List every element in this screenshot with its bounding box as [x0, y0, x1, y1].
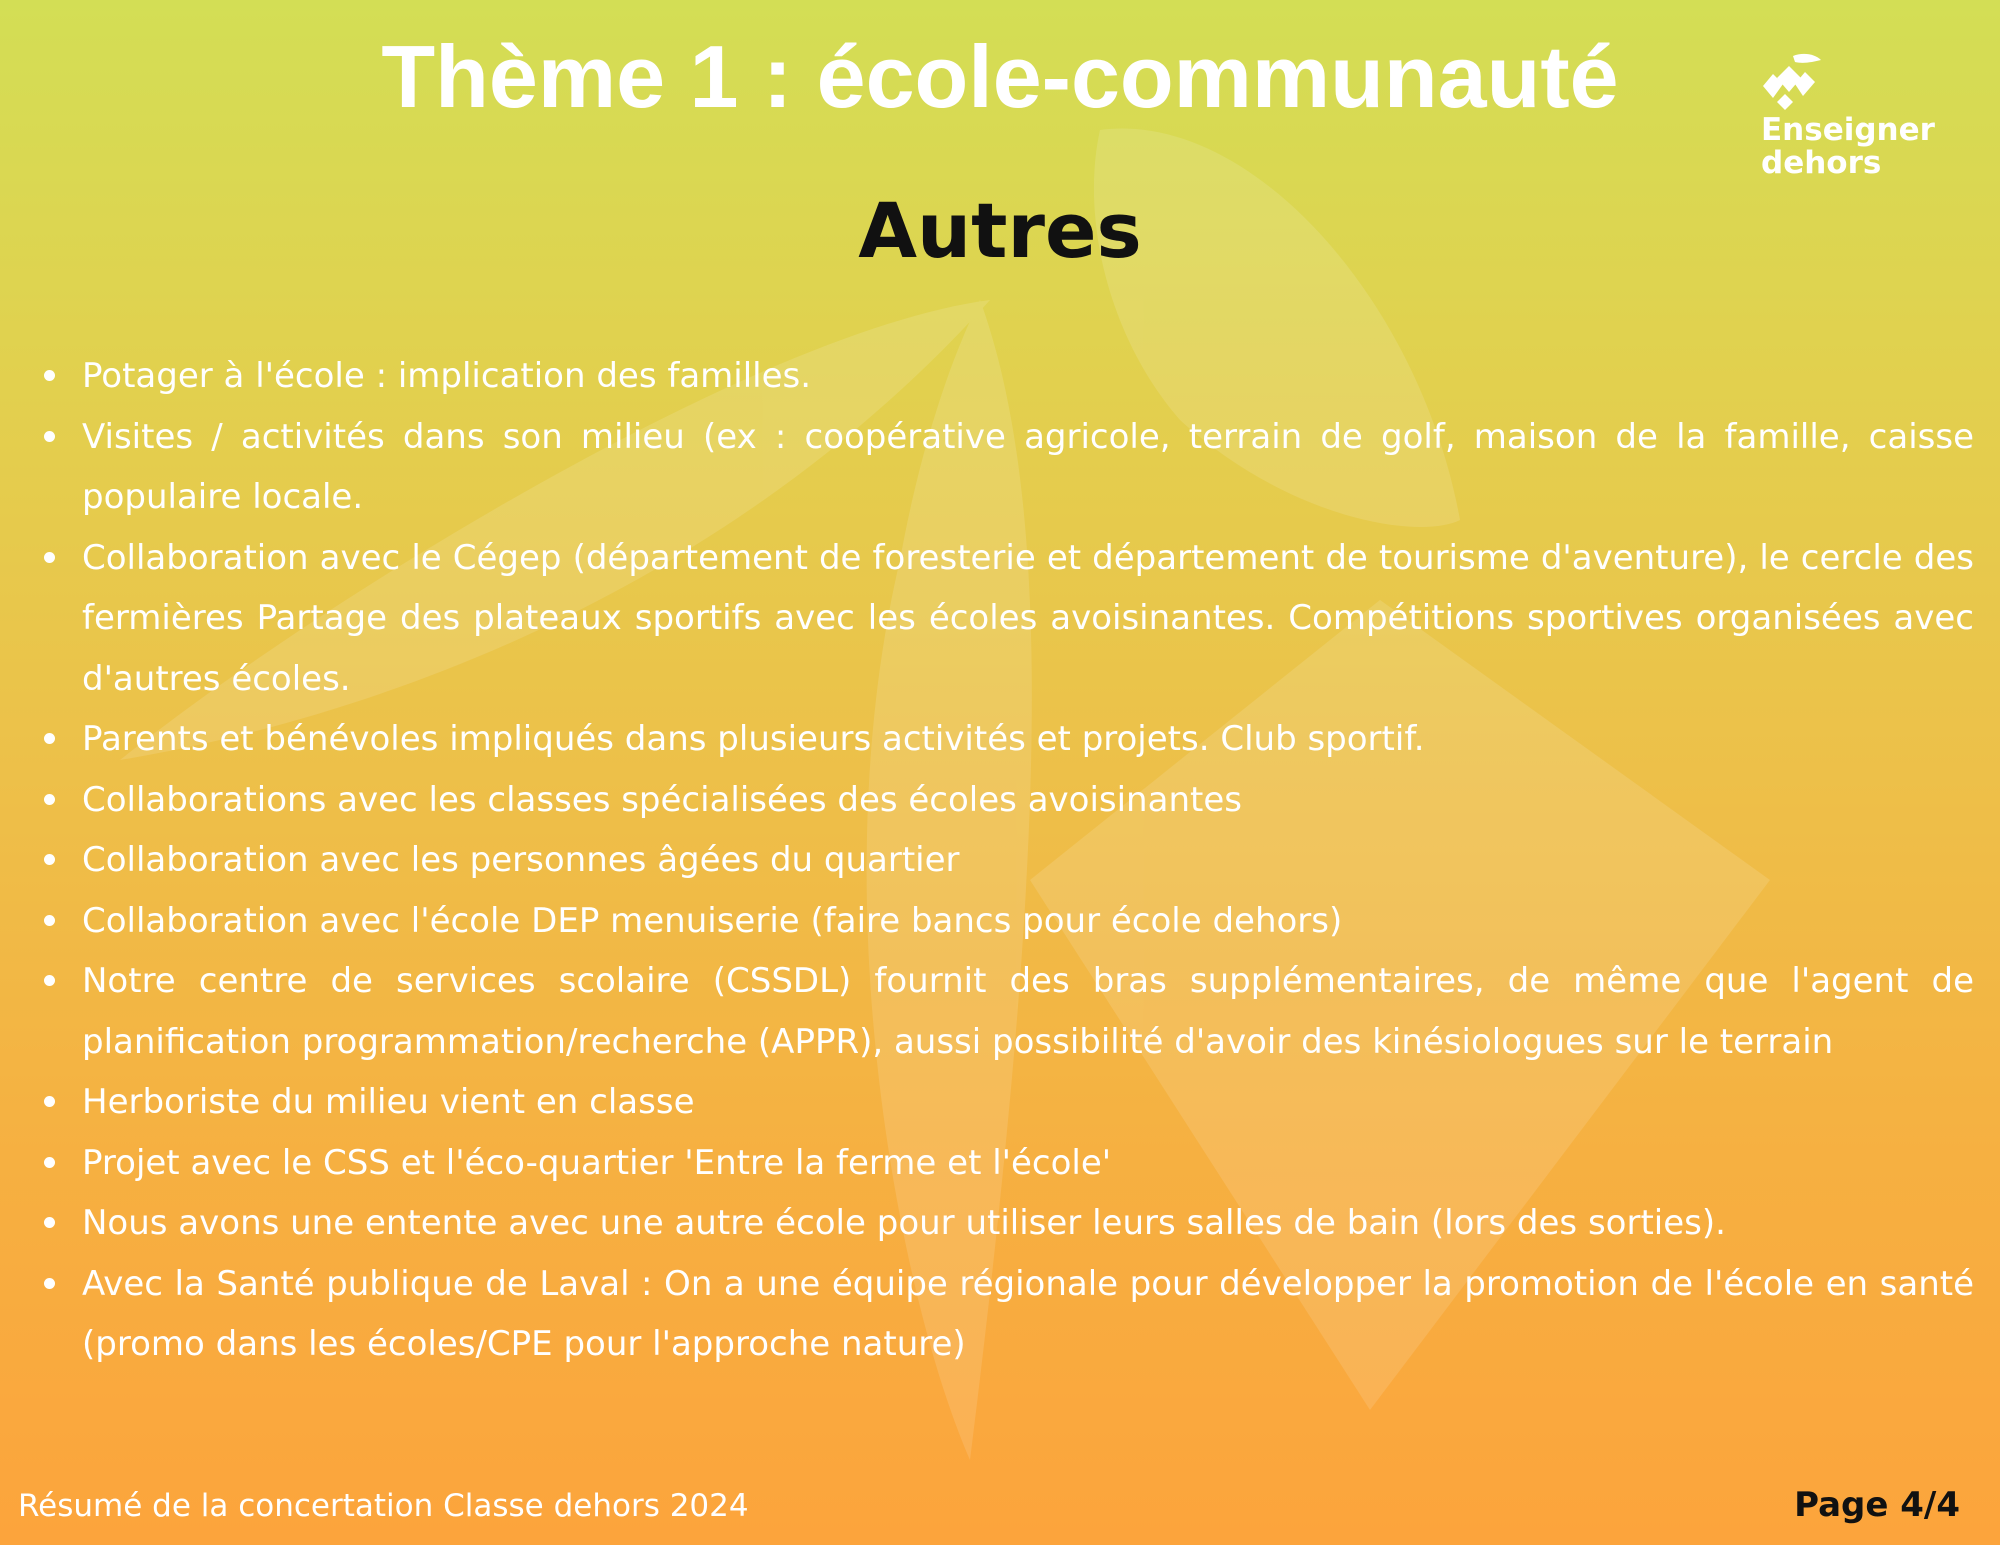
list-item-text: Parents et bénévoles impliqués dans plusieurs activités et projets. Club sportif. — [82, 719, 1425, 759]
list-item — [34, 891, 1974, 952]
list-item-text: Herboriste du milieu vient en classe — [82, 1082, 695, 1122]
bullet-dot-icon — [44, 552, 55, 563]
bullet-dot-icon — [44, 915, 55, 926]
bullet-dot-icon — [44, 733, 55, 744]
list-item — [34, 830, 1974, 891]
logo-text-line2: dehors — [1761, 145, 1882, 181]
page-title: Thème 1 : école-communauté — [381, 27, 1619, 126]
bullet-dot-icon — [44, 794, 55, 805]
bullet-dot-icon — [44, 975, 55, 986]
list-item-text: Collaboration avec le Cégep (département de foresterie et département de tourisme d'aventure), le cercle des fermières Partage des plateaux sportifs avec les écoles avoisinantes. Compétitions sportives organisées avec d'autres écoles. — [82, 537, 1974, 699]
list-item — [34, 709, 1974, 770]
logo-text-line1: Enseigner — [1761, 112, 1935, 148]
enseigner-dehors-logo — [1755, 52, 1955, 192]
bullet-dot-icon — [44, 431, 55, 442]
list-item — [34, 1193, 1974, 1254]
bullet-list — [34, 346, 1974, 1375]
bullet-dot-icon — [44, 854, 55, 865]
list-item-text: Nous avons une entente avec une autre école pour utiliser leurs salles de bain (lors des sorties). — [82, 1203, 1726, 1243]
list-item-text: Collaborations avec les classes spécialisées des écoles avoisinantes — [82, 779, 1242, 820]
list-item-text: Collaboration avec l'école DEP menuiserie (faire bancs pour école dehors) — [82, 900, 1343, 941]
section-subtitle: Autres — [858, 186, 1142, 275]
bullet-dot-icon — [44, 1157, 55, 1168]
list-item — [34, 1254, 1974, 1375]
bullet-dot-icon — [44, 1096, 55, 1107]
list-item-text: Projet avec le CSS et l'éco-quartier 'Entre la ferme et l'école' — [82, 1142, 1112, 1183]
list-item — [34, 346, 1974, 407]
list-item — [34, 528, 1974, 710]
list-item — [34, 951, 1974, 1072]
list-item-text: Avec la Santé publique de Laval : On a une équipe régionale pour développer la promotion de l'école en santé (promo dans les écoles/CPE pour l'approche nature) — [82, 1263, 1974, 1364]
list-item-text: Visites / activités dans son milieu (ex : coopérative agricole, terrain de golf, maison de la famille, caisse populaire locale. — [82, 416, 1974, 517]
list-item — [34, 770, 1974, 831]
list-item — [34, 1133, 1974, 1194]
list-item — [34, 407, 1974, 528]
bullet-dot-icon — [44, 370, 55, 381]
page-number: Page 4/4 — [1794, 1485, 1960, 1525]
bullet-dot-icon — [44, 1278, 55, 1289]
list-item-text: Potager à l'école : implication des familles. — [82, 356, 812, 396]
leaf-logo-icon — [1755, 52, 1823, 112]
list-item-text: Collaboration avec les personnes âgées du quartier — [82, 840, 960, 880]
list-item — [34, 1072, 1974, 1133]
footer-caption: Résumé de la concertation Classe dehors 2024 — [18, 1488, 749, 1524]
bullet-dot-icon — [44, 1217, 55, 1228]
list-item-text: Notre centre de services scolaire (CSSDL) fournit des bras supplémentaires, de même que l'agent de planification programmation/recherche (APPR), aussi possibilité d'avoir des kinésiologues sur le terrain — [82, 961, 1974, 1062]
